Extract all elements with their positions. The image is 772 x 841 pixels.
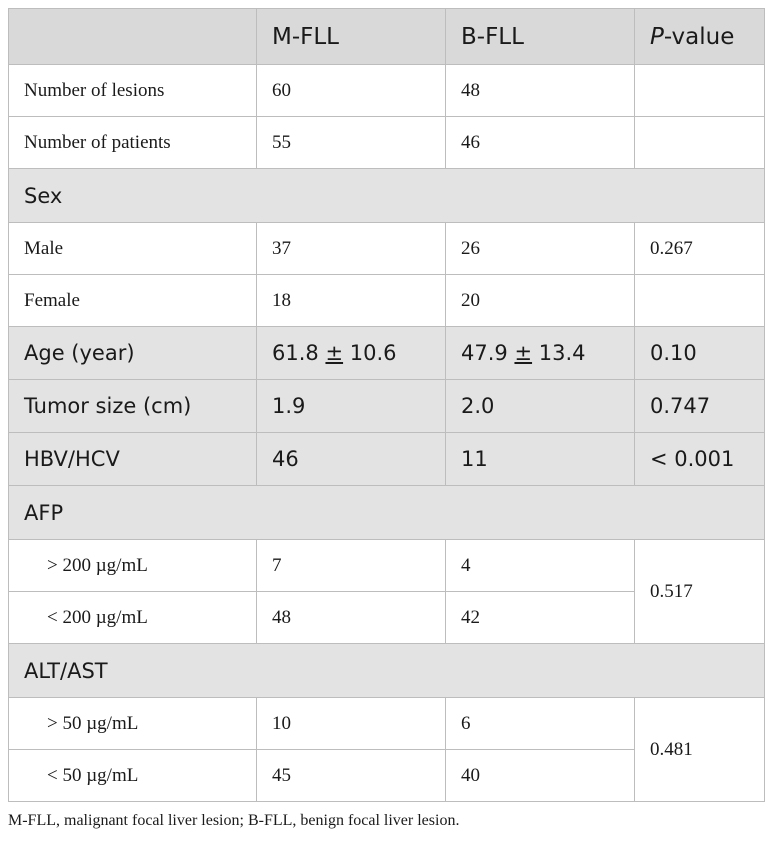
cell-pvalue [635, 117, 765, 169]
row-label: Number of patients [9, 117, 257, 169]
table-row [9, 380, 765, 433]
section-row-alt [9, 644, 765, 698]
cell-mfll: 60 [257, 65, 446, 117]
cell-pvalue [635, 65, 765, 117]
header-bfll: B-FLL [446, 9, 635, 65]
cell-pvalue: 0.747 [635, 380, 765, 433]
cell-pvalue: 0.517 [635, 540, 765, 644]
cell-mfll: 7 [257, 540, 446, 592]
cell-bfll: 6 [446, 698, 635, 750]
cell-mfll: 37 [257, 223, 446, 275]
table-row [9, 433, 765, 486]
cell-pvalue: 0.10 [635, 327, 765, 380]
row-label: < 200 µg/mL [9, 592, 257, 644]
sd-value: 10.6 [349, 341, 397, 365]
cell-mfll: 55 [257, 117, 446, 169]
table-footnote: M-FLL, malignant focal liver lesion; B-FLL, benign focal liver lesion. [8, 812, 460, 829]
table-row [9, 117, 765, 169]
cell-mfll: 10 [257, 698, 446, 750]
cell-bfll: 26 [446, 223, 635, 275]
cell-bfll: 20 [446, 275, 635, 327]
table-row [9, 223, 765, 275]
section-label: AFP [9, 486, 765, 540]
cell-bfll: 42 [446, 592, 635, 644]
header-blank [9, 9, 257, 65]
section-label: Sex [9, 169, 765, 223]
section-row-afp [9, 486, 765, 540]
table-row [9, 65, 765, 117]
cell-bfll: 11 [446, 433, 635, 486]
sd-value: 13.4 [538, 341, 586, 365]
mean-value: 47.9 [461, 341, 508, 365]
cell-bfll: 46 [446, 117, 635, 169]
plus-minus-symbol: ± [325, 341, 344, 365]
cell-mfll: 45 [257, 750, 446, 802]
header-p-letter: P [650, 23, 664, 50]
row-label: > 50 µg/mL [9, 698, 257, 750]
row-label: Female [9, 275, 257, 327]
row-label: > 200 µg/mL [9, 540, 257, 592]
row-label: Number of lesions [9, 65, 257, 117]
cell-bfll: 4 [446, 540, 635, 592]
cell-mfll [257, 327, 446, 380]
row-label: Male [9, 223, 257, 275]
row-label: < 50 µg/mL [9, 750, 257, 802]
section-label: ALT/AST [9, 644, 765, 698]
header-pvalue [635, 9, 765, 65]
header-p-suffix: -value [663, 23, 735, 50]
cell-pvalue: 0.481 [635, 698, 765, 802]
header-row [9, 9, 765, 65]
cell-mfll: 18 [257, 275, 446, 327]
row-label: HBV/HCV [9, 433, 257, 486]
header-mfll: M-FLL [257, 9, 446, 65]
table-row [9, 540, 765, 592]
cell-mfll: 48 [257, 592, 446, 644]
section-row-sex [9, 169, 765, 223]
cell-pvalue: 0.267 [635, 223, 765, 275]
table-row [9, 327, 765, 380]
cell-bfll: 48 [446, 65, 635, 117]
cell-bfll: 40 [446, 750, 635, 802]
plus-minus-symbol: ± [514, 341, 533, 365]
cell-bfll [446, 327, 635, 380]
cell-pvalue: < 0.001 [635, 433, 765, 486]
row-label: Tumor size (cm) [9, 380, 257, 433]
cell-mfll: 46 [257, 433, 446, 486]
table-row [9, 275, 765, 327]
characteristics-table [8, 8, 765, 802]
row-label: Age (year) [9, 327, 257, 380]
table-row [9, 698, 765, 750]
mean-value: 61.8 [272, 341, 319, 365]
cell-bfll: 2.0 [446, 380, 635, 433]
cell-mfll: 1.9 [257, 380, 446, 433]
cell-pvalue [635, 275, 765, 327]
